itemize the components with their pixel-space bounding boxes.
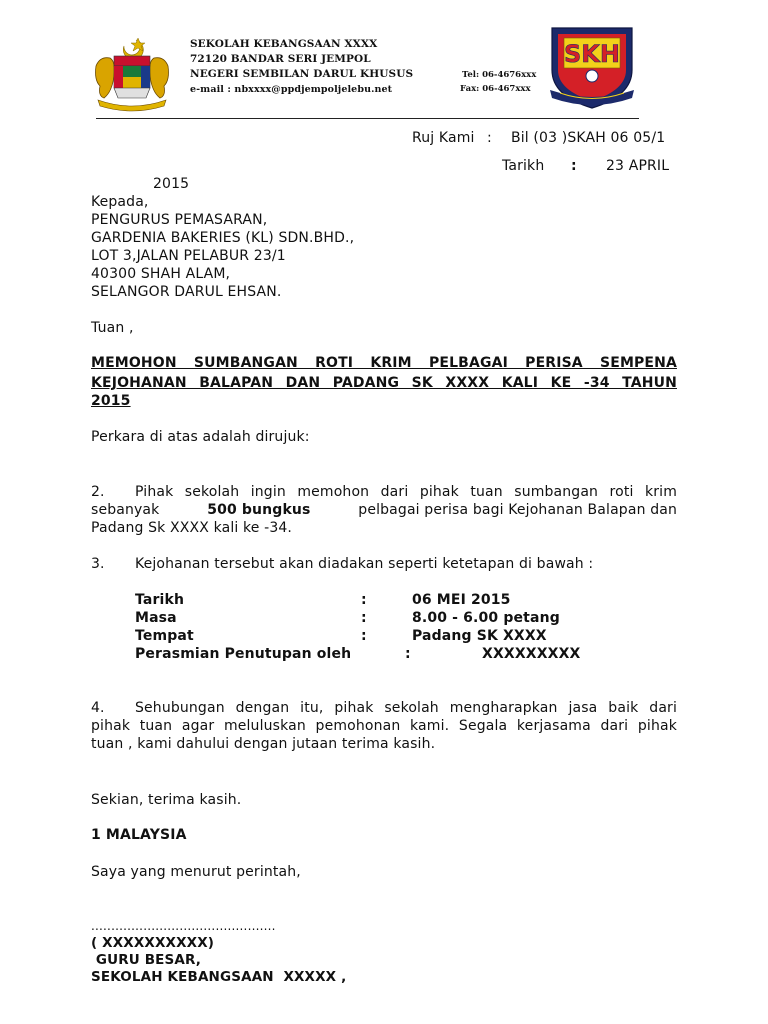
closing-text: Sekian, terima kasih. [91,792,242,808]
school-name: SEKOLAH KEBANGSAAN XXXX [190,38,378,50]
ruj-value: Bil (03 )SKAH 06 05/1 [511,130,666,146]
salutation: Tuan , [91,320,134,336]
detail-label: Tarikh [135,592,185,608]
ruj-label: Ruj Kami [412,130,475,146]
subject-line-1: MEMOHON SUMBANGAN ROTI KRIM PELBAGAI PERISA SEMPENA [91,355,677,371]
para-2-line-3: Padang Sk XXXX kali ke -34. [91,520,293,536]
quantity-highlight: 500 bungkus [207,502,311,518]
recipient-line: PENGURUS PEMASARAN, [91,212,268,228]
school-badge-icon [546,24,638,110]
letterhead-divider [96,118,639,119]
para-2-line-1: Pihak sekolah ingin memohon dari pihak tuan sumbangan roti krim [135,484,677,500]
tarikh-label: Tarikh [502,158,545,174]
recipient-line: Kepada, [91,194,149,210]
signer-name: ( XXXXXXXXXX) [91,935,215,951]
detail-value: 8.00 - 6.00 petang [412,610,560,626]
detail-value: 06 MEI 2015 [412,592,511,608]
coat-of-arms-icon [92,36,172,112]
para-4-line-3: tuan , kami dahului dengan jutaan terima kasih. [91,736,436,752]
para-number: 3. [91,556,105,572]
svg-text:SKH: SKH [564,40,620,68]
recipient-line: LOT 3,JALAN PELABUR 23/1 [91,248,286,264]
para-2-line-2 [91,501,677,519]
intro-text: Perkara di atas adalah dirujuk: [91,429,310,445]
detail-label: Perasmian Penutupan oleh [135,646,352,662]
para-2-line-2-end: pelbagai perisa bagi Kejohanan Balapan dan [358,502,677,518]
tarikh-value: 23 APRIL [606,158,670,174]
para-4-line-1: Sehubungan dengan itu, pihak sekolah mengharapkan jasa baik dari [135,700,677,716]
para-4-line-2: pihak tuan agar meluluskan pemohonan kami. Segala kerjasama dari pihak [91,718,677,734]
ruj-colon: : [487,130,492,146]
para-2-line-2-start: sebanyak [91,502,160,518]
detail-value: XXXXXXXXX [482,646,581,662]
subject-line-3: 2015 [91,393,131,409]
para-3-text: Kejohanan tersebut akan diadakan seperti ketetapan di bawah : [135,556,594,572]
detail-label: Masa [135,610,177,626]
order-line: Saya yang menurut perintah, [91,864,301,880]
address-line-2: NEGERI SEMBILAN DARUL KHUSUS [190,68,414,80]
detail-colon: : [405,646,411,662]
tarikh-colon: : [571,158,577,174]
detail-label: Tempat [135,628,194,644]
recipient-line: 40300 SHAH ALAM, [91,266,231,282]
para-number: 2. [91,484,105,500]
address-line-1: 72120 BANDAR SERI JEMPOL [190,53,371,65]
para-number: 4. [91,700,105,716]
recipient-line: SELANGOR DARUL EHSAN. [91,284,282,300]
detail-colon: : [361,628,367,644]
detail-colon: : [361,592,367,608]
signer-title: GURU BESAR, [91,952,202,968]
fax-number: Fax: 06-467xxx [460,84,531,94]
motto: 1 MALAYSIA [91,827,187,843]
detail-value: Padang SK XXXX [412,628,547,644]
signature-dotted-line: .............................................. [91,919,276,933]
email-line: e-mail : nbxxxx@ppdjempoljelebu.net [190,84,393,95]
subject-line-2: KEJOHANAN BALAPAN DAN PADANG SK XXXX KALI KE -34 TAHUN [91,375,677,391]
tarikh-year: 2015 [153,176,190,192]
tel-number: Tel: 06-4676xxx [462,70,537,80]
signer-school: SEKOLAH KEBANGSAAN XXXXX , [91,969,347,985]
detail-colon: : [361,610,367,626]
recipient-line: GARDENIA BAKERIES (KL) SDN.BHD., [91,230,355,246]
